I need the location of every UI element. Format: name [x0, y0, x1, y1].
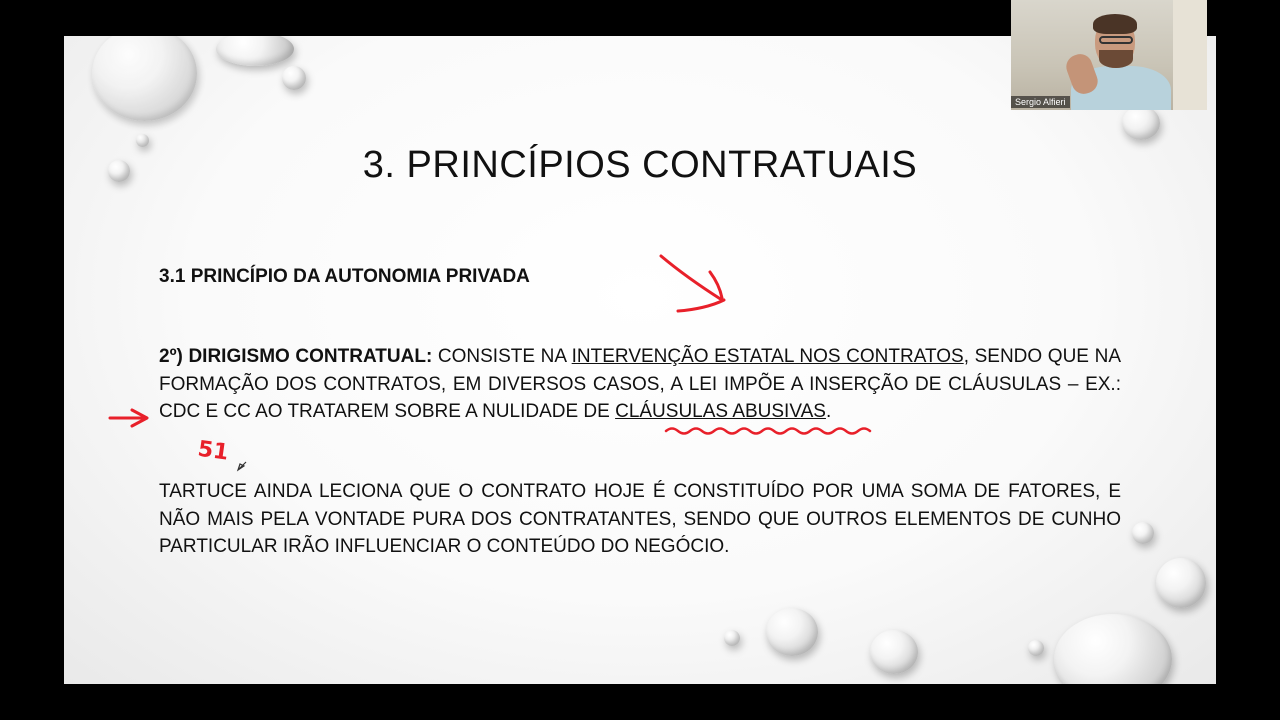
water-drop-decoration	[216, 36, 294, 66]
background-wall	[1173, 0, 1207, 110]
water-drop-decoration	[1156, 558, 1206, 608]
ink-handwritten-number: 51	[196, 436, 231, 466]
presentation-slide	[64, 36, 1216, 684]
water-drop-decoration	[92, 36, 197, 121]
paragraph-text: .	[825, 401, 832, 422]
presenter-glasses	[1099, 36, 1133, 44]
presenter-hair	[1093, 14, 1137, 34]
water-drop-decoration	[1132, 522, 1154, 544]
water-drop-decoration	[1054, 614, 1172, 684]
water-drop-decoration	[1028, 640, 1044, 656]
participant-name-label: Sergio Alfieri	[1011, 96, 1070, 108]
paragraph-text: CONSISTE NA	[432, 346, 572, 367]
paragraph-tartuce: TARTUCE AINDA LECIONA QUE O CONTRATO HOJE É CONSTITUÍDO POR UMA SOMA DE FATORES, E NÃO MAIS PELA VONTADE PURA DOS CONTRATANTES, SENDO QUE OUTROS ELEMENTOS DE CUNHO PARTICULAR IRÃO INFLUENCIAR O CONTEÚDO DO NEGÓCIO.	[159, 481, 1121, 557]
paragraph-lead: 2º) DIRIGISMO CONTRATUAL:	[159, 346, 433, 367]
paragraph-dirigismo	[159, 343, 1121, 426]
water-drop-decoration	[724, 630, 740, 646]
webcam-thumbnail[interactable]	[1011, 0, 1207, 110]
section-subheading: 3.1 PRINCÍPIO DA AUTONOMIA PRIVADA	[159, 266, 530, 287]
water-drop-decoration	[282, 66, 306, 90]
presenter-beard	[1099, 50, 1133, 68]
underlined-phrase: INTERVENÇÃO ESTATAL NOS CONTRATOS	[571, 346, 964, 367]
water-drop-decoration	[870, 630, 918, 674]
water-drop-decoration	[1122, 106, 1160, 140]
water-drop-decoration	[766, 608, 818, 656]
paragraph-text: , SENDO QUE NA FORMAÇÃO DOS CONTRATOS, EM DIVERSOS CASOS, A LEI IMPÕE A INSERÇÃO DE CLÁUSULAS – EX.: CDC E CC AO TRATAREM SOBRE A NULIDADE DE	[159, 346, 1121, 422]
slide-title: 3. PRINCÍPIOS CONTRATUAIS	[362, 144, 918, 186]
underlined-phrase: CLÁUSULAS ABUSIVAS	[615, 401, 826, 422]
